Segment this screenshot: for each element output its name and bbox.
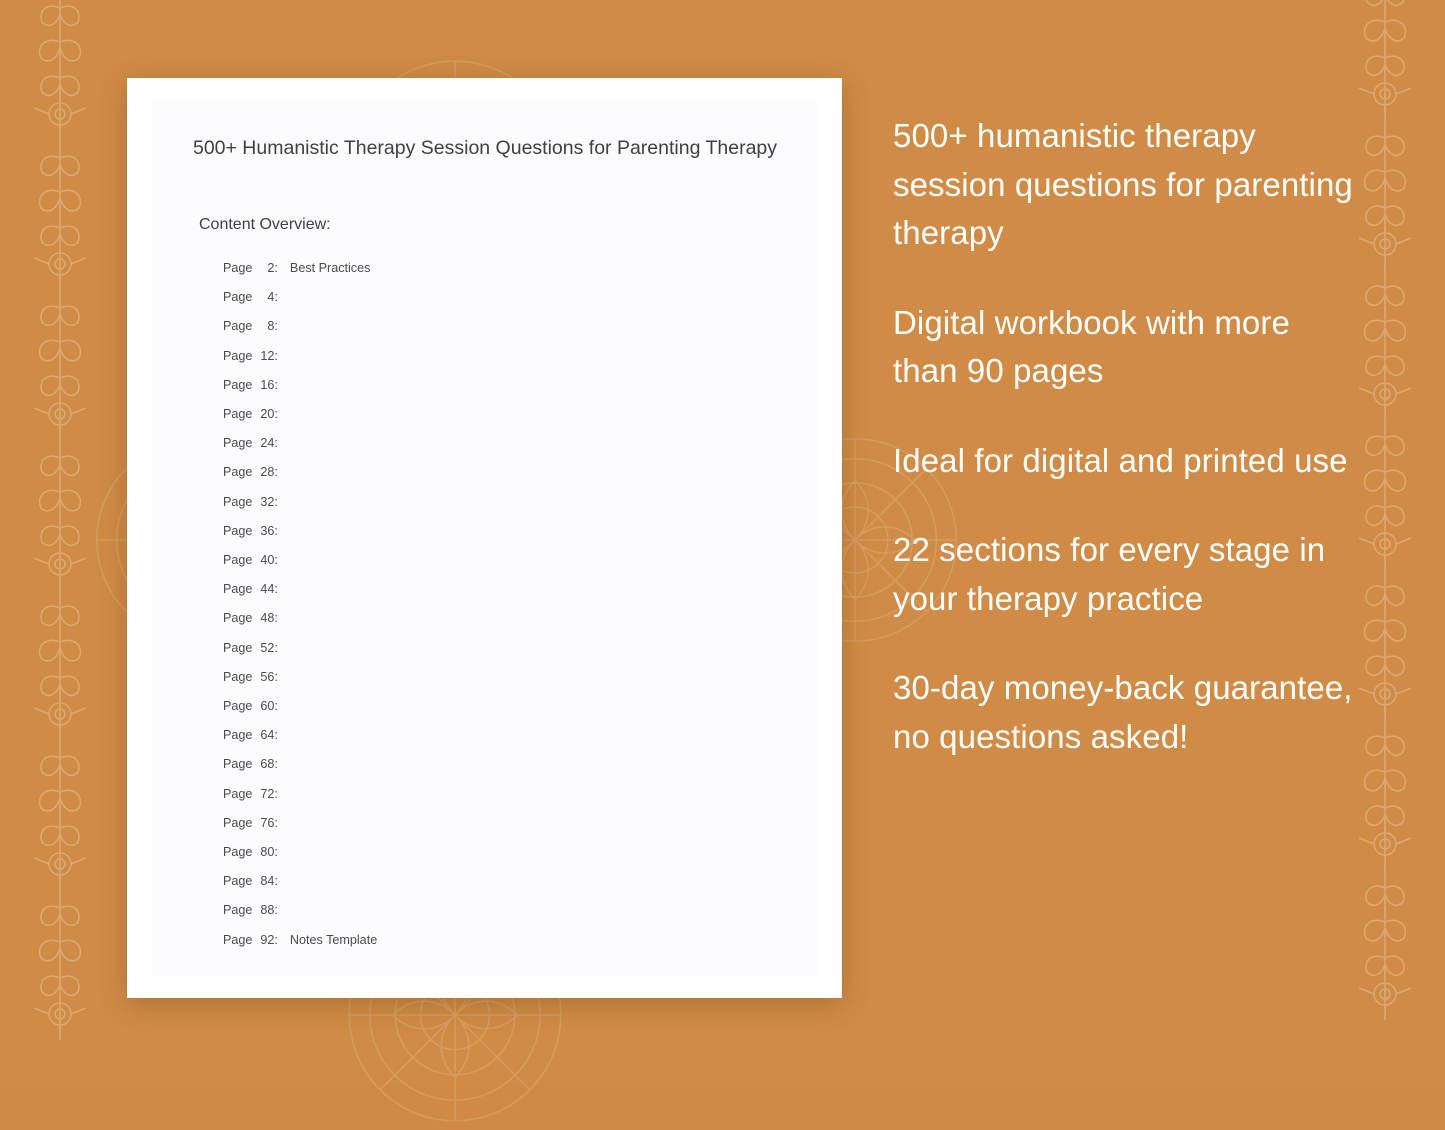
toc-row bbox=[223, 546, 783, 575]
toc-page-label: Page bbox=[223, 377, 253, 392]
floral-border-left bbox=[0, 0, 120, 1084]
toc-separator: : bbox=[274, 699, 278, 714]
floral-sprig-icon bbox=[12, 890, 108, 1040]
toc-separator: : bbox=[274, 757, 278, 772]
toc-page-number: 44 bbox=[260, 582, 275, 597]
floral-sprig-icon bbox=[12, 140, 108, 290]
toc-row bbox=[223, 283, 783, 312]
toc-page-number: 32 bbox=[260, 494, 275, 509]
toc-separator: : bbox=[274, 669, 278, 684]
toc-separator: : bbox=[274, 290, 278, 305]
toc-page-label: Page bbox=[223, 757, 253, 772]
toc-page-label: Page bbox=[223, 669, 253, 684]
toc-page-label: Page bbox=[223, 728, 253, 743]
toc-row bbox=[223, 634, 783, 663]
marketing-point: 30-day money-back guarantee, no questions asked! bbox=[893, 669, 1353, 755]
toc-separator: : bbox=[274, 611, 278, 626]
toc-page-label: Page bbox=[223, 407, 253, 422]
toc-separator: : bbox=[274, 494, 278, 509]
toc-page-number: 36 bbox=[260, 523, 275, 538]
toc-page-label: Page bbox=[223, 261, 253, 275]
toc-separator: : bbox=[274, 377, 278, 392]
toc-separator: : bbox=[274, 640, 278, 655]
toc-row bbox=[223, 838, 783, 867]
toc-page-label: Page bbox=[223, 640, 253, 655]
toc-page-number: 8 bbox=[267, 319, 275, 334]
toc-page-number: 48 bbox=[260, 611, 275, 626]
toc-row bbox=[223, 517, 783, 546]
marketing-points bbox=[893, 112, 1363, 761]
toc-page-number: 12 bbox=[260, 348, 275, 363]
toc-separator: : bbox=[274, 874, 278, 889]
toc-separator: : bbox=[274, 845, 278, 860]
floral-sprig-icon bbox=[12, 0, 108, 140]
toc-row bbox=[223, 429, 783, 458]
toc-page-label: Page bbox=[223, 582, 253, 597]
toc-page-label: Page bbox=[223, 523, 253, 538]
toc-page-label: Page bbox=[223, 815, 253, 830]
toc-page-label: Page bbox=[223, 699, 253, 714]
toc-row bbox=[223, 809, 783, 838]
toc-row bbox=[223, 342, 783, 371]
toc-separator: : bbox=[274, 465, 278, 480]
toc-separator: : bbox=[274, 523, 278, 538]
floral-sprig-icon bbox=[1337, 870, 1433, 1020]
floral-sprig-icon bbox=[12, 290, 108, 440]
document-title: 500+ Humanistic Therapy Session Questions for Parenting Therapy bbox=[192, 137, 778, 159]
toc-separator: : bbox=[274, 582, 278, 597]
toc-separator: : bbox=[274, 319, 278, 334]
toc-page-label: Page bbox=[223, 553, 253, 568]
toc-page-label: Page bbox=[223, 290, 253, 305]
toc-page-label: Page bbox=[223, 494, 253, 509]
floral-sprig-icon bbox=[12, 590, 108, 740]
toc-page-number: 64 bbox=[260, 728, 275, 743]
toc-page-label: Page bbox=[223, 874, 253, 889]
toc-separator: : bbox=[274, 261, 278, 275]
marketing-point: Ideal for digital and printed use bbox=[893, 441, 1348, 479]
toc-row bbox=[223, 400, 783, 429]
toc-row bbox=[223, 780, 783, 809]
toc-row bbox=[223, 604, 783, 633]
marketing-point: Digital workbook with more than 90 pages bbox=[893, 303, 1290, 389]
toc-page-number: 68 bbox=[260, 757, 275, 772]
toc-page-number: 52 bbox=[260, 640, 275, 655]
toc-page-number: 92 bbox=[260, 932, 275, 947]
toc-page-number: 20 bbox=[260, 407, 275, 422]
toc-row bbox=[223, 896, 783, 925]
toc-row bbox=[223, 488, 783, 517]
toc-row bbox=[223, 371, 783, 400]
toc-row bbox=[223, 575, 783, 604]
toc-page-number: 28 bbox=[260, 465, 275, 480]
toc-separator: : bbox=[274, 728, 278, 743]
table-of-contents bbox=[223, 254, 783, 955]
toc-separator: : bbox=[274, 786, 278, 801]
content-overview-label: Content Overview: bbox=[199, 216, 331, 233]
toc-separator: : bbox=[274, 932, 278, 947]
toc-page-number: 88 bbox=[260, 903, 275, 918]
toc-page-number: 56 bbox=[260, 669, 275, 684]
toc-row bbox=[223, 254, 783, 283]
floral-sprig-icon bbox=[12, 740, 108, 890]
toc-separator: : bbox=[274, 553, 278, 568]
toc-separator: : bbox=[274, 348, 278, 363]
toc-page-number: 76 bbox=[260, 815, 275, 830]
toc-page-label: Page bbox=[223, 932, 253, 947]
toc-page-label: Page bbox=[223, 845, 253, 860]
toc-page-number: 4 bbox=[267, 290, 275, 305]
toc-row bbox=[223, 721, 783, 750]
toc-row bbox=[223, 867, 783, 896]
toc-row bbox=[223, 750, 783, 779]
toc-row bbox=[223, 458, 783, 487]
toc-row bbox=[223, 926, 783, 955]
toc-separator: : bbox=[274, 815, 278, 830]
toc-page-number: 16 bbox=[260, 377, 275, 392]
toc-section-title: Notes Template bbox=[289, 932, 378, 947]
toc-page-number: 2 bbox=[267, 261, 275, 275]
floral-sprig-icon bbox=[1337, 0, 1433, 120]
toc-separator: : bbox=[274, 436, 278, 451]
toc-page-label: Page bbox=[223, 436, 253, 451]
toc-separator: : bbox=[274, 903, 278, 918]
toc-page-number: 72 bbox=[260, 786, 275, 801]
toc-row bbox=[223, 312, 783, 341]
toc-page-label: Page bbox=[223, 786, 253, 801]
toc-page-number: 84 bbox=[260, 874, 275, 889]
marketing-point: 500+ humanistic therapy session questions for parenting therapy bbox=[893, 117, 1353, 251]
toc-page-label: Page bbox=[223, 465, 253, 480]
toc-page-label: Page bbox=[223, 903, 253, 918]
toc-page-number: 80 bbox=[260, 845, 275, 860]
toc-page-number: 40 bbox=[260, 553, 275, 568]
toc-page-label: Page bbox=[223, 348, 253, 363]
toc-row bbox=[223, 663, 783, 692]
toc-page-label: Page bbox=[223, 611, 253, 626]
floral-sprig-icon bbox=[12, 440, 108, 590]
toc-page-number: 24 bbox=[260, 436, 275, 451]
toc-page-label: Page bbox=[223, 319, 253, 334]
toc-row bbox=[223, 692, 783, 721]
toc-page-number: 60 bbox=[260, 699, 275, 714]
toc-separator: : bbox=[274, 407, 278, 422]
toc-section-title: Best Practices bbox=[289, 261, 371, 275]
marketing-point: 22 sections for every stage in your therapy practice bbox=[893, 531, 1326, 617]
